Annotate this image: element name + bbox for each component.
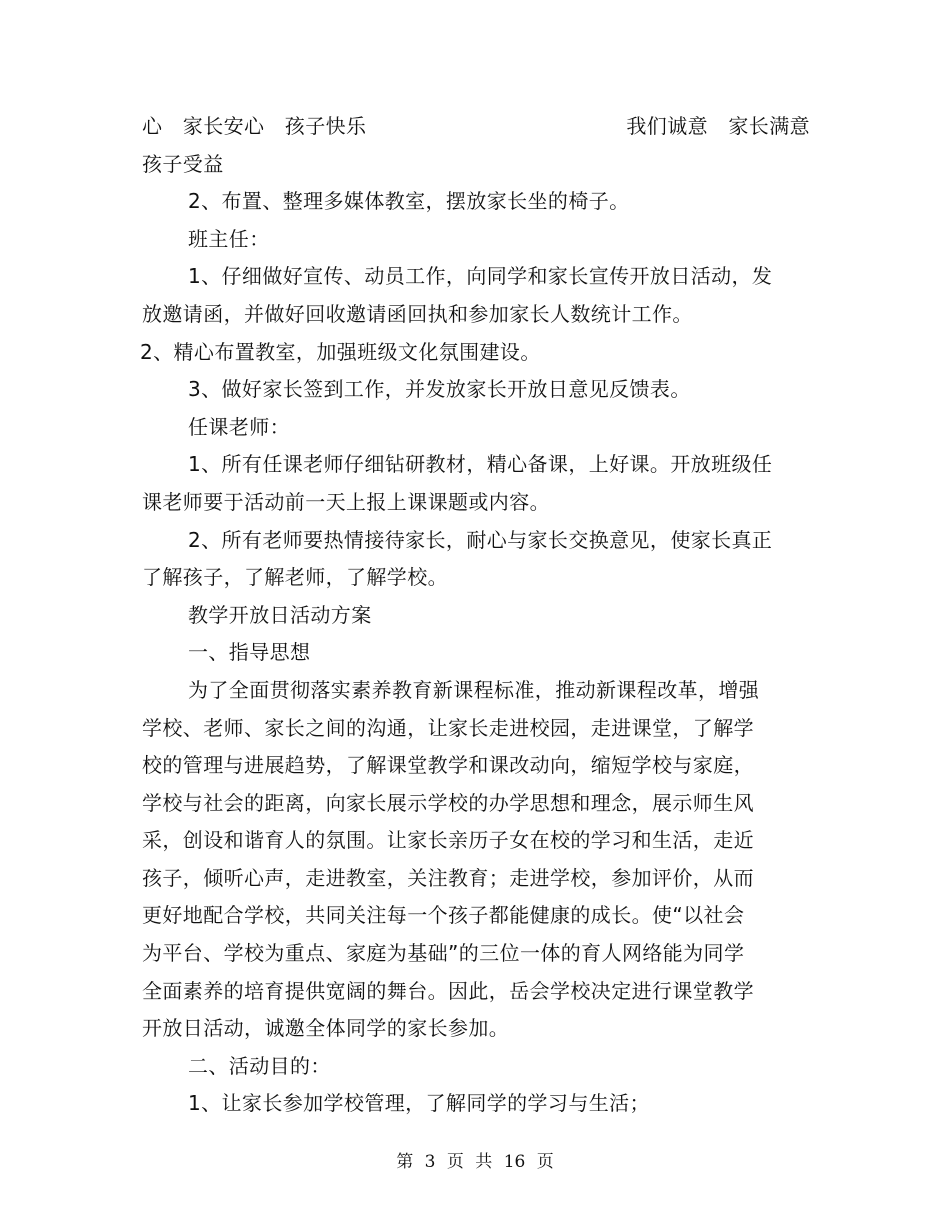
paragraph-line: 孩子受益 <box>142 151 224 176</box>
paragraph-line: 更好地配合学校，共同关注每一个孩子都能健康的成长。使“以社会 <box>142 903 745 928</box>
paragraph-line: 学校、老师、家长之间的沟通，让家长走进校园，走进课堂，了解学 <box>142 715 754 740</box>
paragraph-line: 孩子，倾听心声，走进教室，关注教育；走进学校，参加评价，从而 <box>142 865 754 890</box>
paragraph-line: 3、做好家长签到工作，并发放家长开放日意见反馈表。 <box>188 377 691 402</box>
paragraph-line: 校的管理与进展趋势，了解课堂教学和课改动向，缩短学校与家庭， <box>142 753 754 778</box>
paragraph-line: 放邀请函，并做好回收邀请函回执和参加家长人数统计工作。 <box>142 301 693 326</box>
paragraph-line: 1、让家长参加学校管理，了解同学的学习与生活； <box>188 1091 650 1116</box>
section-heading: 一、指导思想 <box>188 640 311 665</box>
paragraph-line: 1、所有任课老师仔细钻研教材，精心备课，上好课。开放班级任 <box>188 452 773 477</box>
section-heading: 班主任： <box>188 226 270 251</box>
section-heading: 任课老师： <box>188 414 290 439</box>
paragraph-line: 开放日活动，诚邀全体同学的家长参加。 <box>142 1016 510 1041</box>
paragraph-line: 2、所有老师要热情接待家长，耐心与家长交换意见，使家长真正 <box>188 527 773 552</box>
paragraph-line: 全面素养的培育提供宽阔的舞台。因此，岳会学校决定进行课堂教学 <box>142 978 754 1003</box>
paragraph-line: 2、布置、整理多媒体教室，摆放家长坐的椅子。 <box>188 189 630 214</box>
header-left-text: 心 家长安心 孩子快乐 <box>142 114 367 138</box>
paragraph-line: 为了全面贯彻落实素养教育新课程标准，推动新课程改革，增强 <box>188 677 760 702</box>
document-title: 教学开放日活动方案 <box>188 602 372 627</box>
section-heading: 二、活动目的： <box>188 1053 331 1078</box>
page-number-footer: 第 3 页 共 16 页 <box>396 1152 554 1172</box>
paragraph-line: 学校与社会的距离，向家长展示学校的办学思想和理念，展示师生风 <box>142 790 754 815</box>
paragraph-line: 课老师要于活动前一天上报上课课题或内容。 <box>142 489 550 514</box>
paragraph-line: 1、仔细做好宣传、动员工作，向同学和家长宣传开放日活动，发 <box>188 264 773 289</box>
paragraph-line: 2、精心布置教室，加强班级文化氛围建设。 <box>140 339 541 364</box>
paragraph-line: 采，创设和谐育人的氛围。让家长亲历子女在校的学习和生活，走近 <box>142 828 754 853</box>
header-right-text: 我们诚意 家长满意 <box>626 114 810 138</box>
document-body <box>142 108 810 1123</box>
paragraph-line: 为平台、学校为重点、家庭为基础”的三位一体的育人网络能为同学 <box>142 941 745 966</box>
header-line <box>142 108 810 146</box>
paragraph-line: 了解孩子，了解老师，了解学校。 <box>142 565 448 590</box>
